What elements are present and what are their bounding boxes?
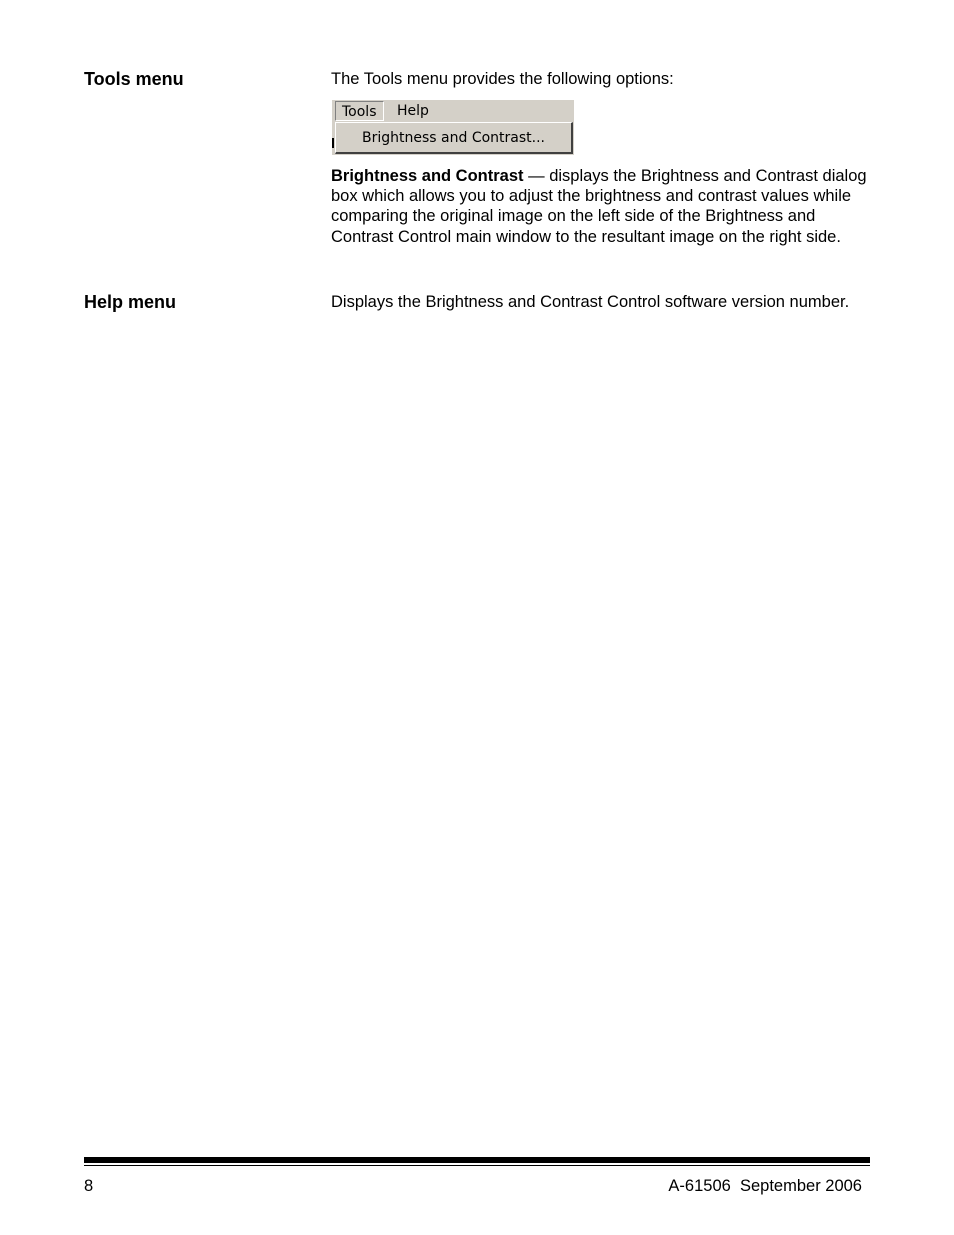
page-number: 8 <box>84 1177 94 1195</box>
footer-rule-thin <box>84 1165 870 1166</box>
help-menu-heading: Help menu <box>84 292 177 312</box>
tools-menu-screenshot <box>332 100 574 155</box>
brightness-contrast-menu-item[interactable]: Brightness and Contrast... <box>362 130 545 146</box>
menu-bar-tools[interactable]: Tools <box>335 101 384 121</box>
tools-menu-intro: The Tools menu provides the following options: <box>331 70 674 88</box>
footer-rule-thick <box>84 1157 870 1163</box>
left-edge-mark <box>332 138 334 148</box>
brightness-contrast-text: — displays the Brightness and Contrast dialog box which allows you to adjust the brightness and contrast values while comparing the original image on the left side of the Brightness and Contrast Control main window to the resultant image on the right side. <box>331 167 867 246</box>
tools-dropdown <box>335 122 573 154</box>
document-id: A-61506 <box>668 1177 731 1195</box>
brightness-contrast-term: Brightness and Contrast <box>331 167 524 185</box>
menu-bar-help[interactable]: Help <box>397 103 429 119</box>
tools-menu-heading: Tools menu <box>84 69 184 89</box>
brightness-contrast-description <box>331 166 876 247</box>
footer-document-info <box>668 1176 862 1196</box>
document-date: September 2006 <box>739 1177 862 1195</box>
menu-bar <box>332 100 574 123</box>
help-menu-description: Displays the Brightness and Contrast Control software version number. <box>331 293 850 311</box>
